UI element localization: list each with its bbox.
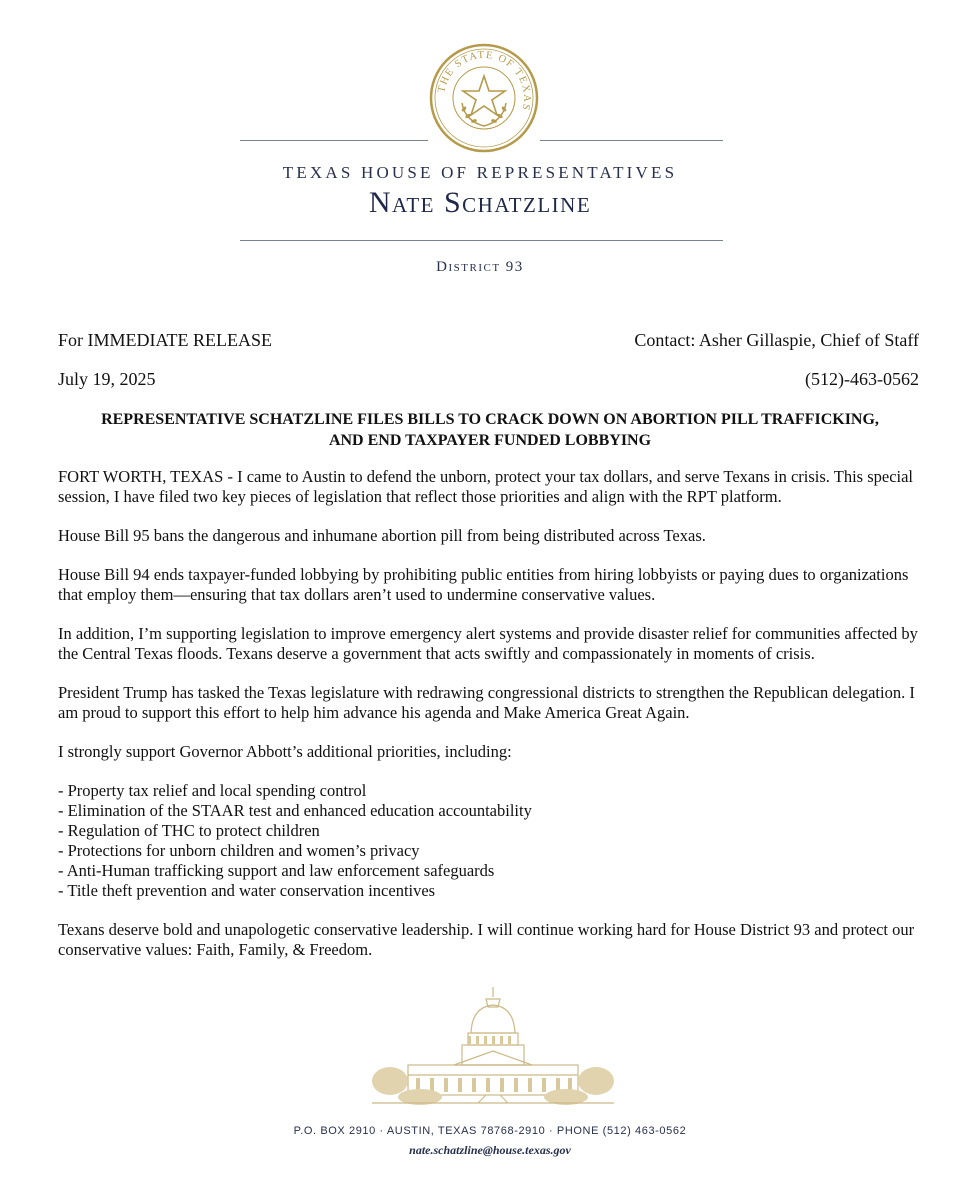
release-phone: (512)-463-0562 (805, 369, 919, 389)
organization-name: TEXAS HOUSE OF REPRESENTATIVES (282, 163, 678, 182)
list-item: - Protections for unborn children and women’s privacy (58, 841, 420, 860)
letterhead-rule-left (240, 140, 428, 141)
footer-address: P.O. BOX 2910 · AUSTIN, TEXAS 78768-2910 · PHONE (512) 463-0562 (293, 1125, 687, 1137)
member-name: Nate Schatzline (368, 186, 592, 219)
texas-state-seal-icon (429, 43, 539, 153)
release-contact: Contact: Asher Gillaspie, Chief of Staff (634, 330, 919, 350)
headline-line-2: AND END TAXPAYER FUNDED LOBBYING (328, 432, 652, 449)
letterhead-rule-right (540, 140, 723, 141)
letterhead-rule-bottom (240, 240, 723, 241)
list-item: - Regulation of THC to protect children (58, 821, 320, 840)
list-item: - Anti-Human trafficking support and law enforcement safeguards (58, 861, 495, 880)
list-item: - Title theft prevention and water conservation incentives (58, 881, 436, 900)
capitol-building-icon (368, 985, 618, 1113)
priorities-list (58, 781, 922, 901)
district-label: District 93 (436, 259, 524, 275)
release-date: July 19, 2025 (58, 369, 156, 389)
body-paragraph: House Bill 95 bans the dangerous and inhumane abortion pill from being distributed across Texas. (58, 526, 706, 545)
headline-line-1: REPRESENTATIVE SCHATZLINE FILES BILLS TO CRACK DOWN ON ABORTION PILL TRAFFICKING, (101, 411, 879, 428)
body-paragraph: President Trump has tasked the Texas legislature with redrawing congressional districts to strengthen the Republican delegation. I am proud to support this effort to help him advance his agenda and Make America Great Again. (58, 683, 915, 722)
body-paragraph: I strongly support Governor Abbott’s additional priorities, including: (58, 742, 512, 761)
body-paragraph: Texans deserve bold and unapologetic conservative leadership. I will continue working hard for House District 93 and protect our conservative values: Faith, Family, & Freedom. (58, 920, 915, 959)
list-item: - Property tax relief and local spending control (58, 781, 367, 800)
release-label: For IMMEDIATE RELEASE (58, 330, 272, 350)
svg-text:THE STATE OF TEXAS: THE STATE OF TEXAS (436, 49, 533, 113)
headline (58, 409, 922, 451)
body-paragraph: In addition, I’m supporting legislation to improve emergency alert systems and provide disaster relief for communities affected by the Central Texas floods. Texans deserve a government that acts swiftly and compassionately in moments of crisis. (58, 624, 918, 663)
body-paragraph: FORT WORTH, TEXAS - I came to Austin to defend the unborn, protect your tax dollars, and serve Texans in crisis. This special session, I have filed two key pieces of legislation that reflect those priorities and align with the RPT platform. (58, 467, 914, 506)
list-item: - Elimination of the STAAR test and enhanced education accountability (58, 801, 532, 820)
footer-email: nate.schatzline@house.texas.gov (409, 1143, 571, 1157)
body-paragraph: House Bill 94 ends taxpayer-funded lobbying by prohibiting public entities from hiring lobbyists or paying dues to organizations that employ them—ensuring that tax dollars aren’t used to undermine conservative values. (58, 565, 909, 604)
release-body (58, 467, 922, 979)
